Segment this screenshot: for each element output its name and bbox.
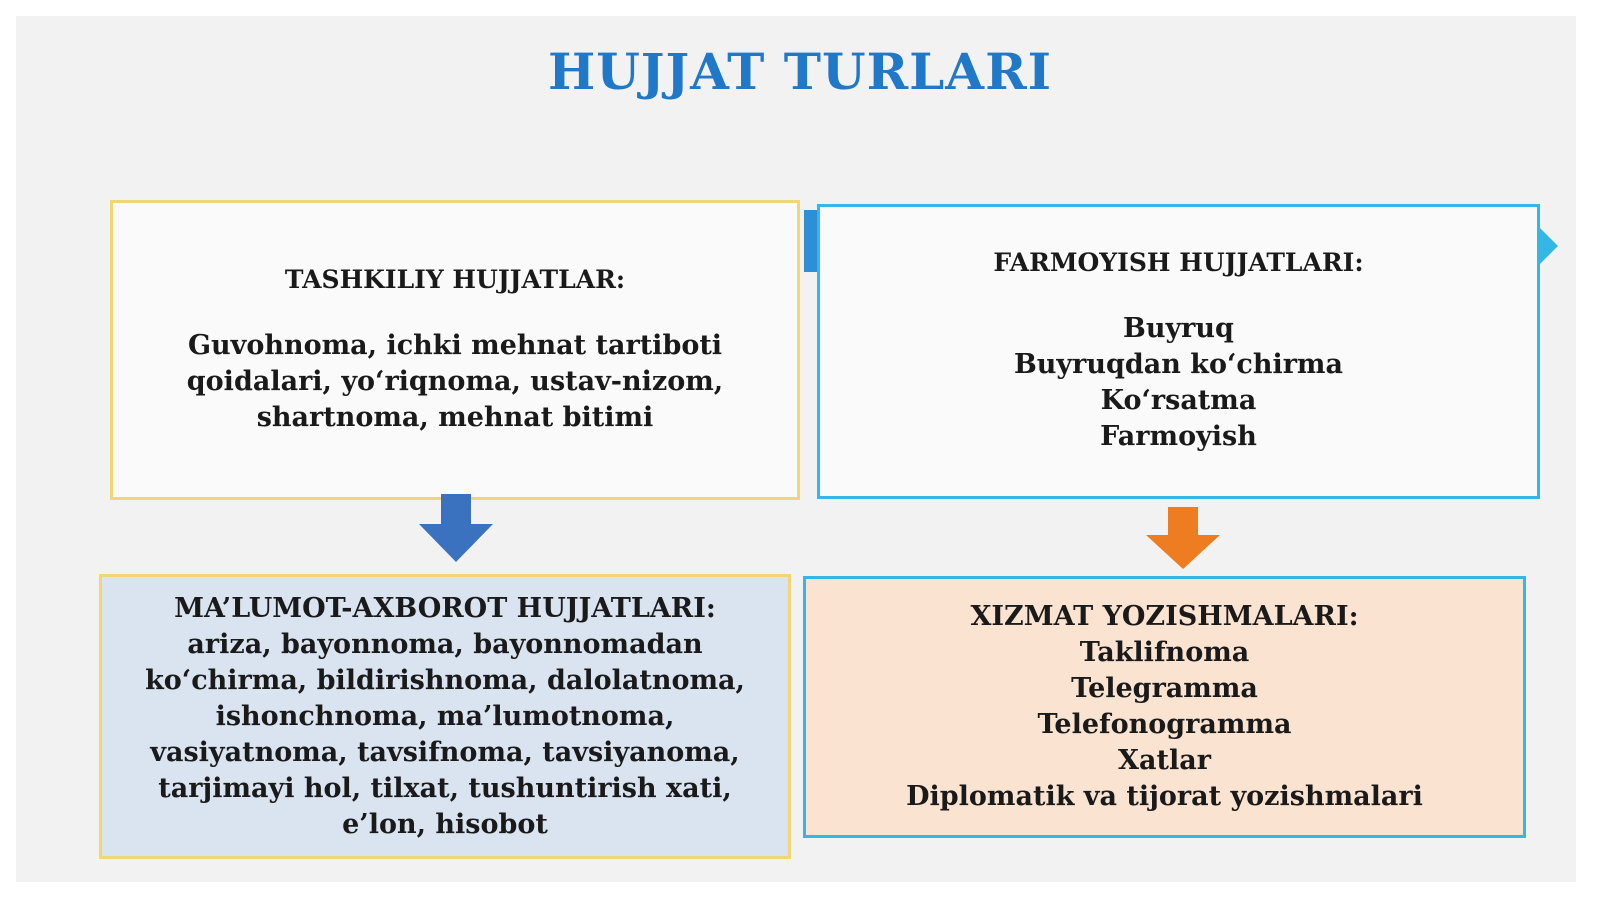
box-line: Ko‘rsatma [1100, 385, 1257, 416]
page-title: HUJJAT TURLARI [547, 42, 1053, 101]
box-tashkiliy-hujjatlar [110, 200, 800, 500]
box-line: Xatlar [1118, 745, 1211, 776]
box-body [1014, 311, 1343, 455]
box-farmoyish-hujjatlari [817, 204, 1540, 499]
box-line: Guvohnoma, ichki mehnat tartiboti [187, 329, 723, 361]
box-line: ko‘chirma, bildirishnoma, dalolatnoma, [145, 664, 745, 696]
box-line: ishonchnoma, ma’lumotnoma, [215, 700, 675, 732]
box-line: shartnoma, mehnat bitimi [256, 401, 654, 433]
box-heading: TASHKILIY HUJJATLAR: [284, 264, 626, 294]
box-body [145, 591, 745, 843]
box-line: tarjimayi hol, tilxat, tushuntirish xati, [158, 772, 732, 804]
box-line: Telefonogramma [1037, 709, 1292, 740]
box-heading: FARMOYISH HUJJATLARI: [993, 248, 1364, 277]
box-line: Telegramma [1071, 673, 1258, 704]
box-xizmat-yozishmalari [803, 576, 1526, 838]
box-body [906, 599, 1423, 815]
box-line: Diplomatik va tijorat yozishmalari [906, 781, 1423, 812]
connector-tab [804, 210, 818, 272]
box-line: e’lon, hisobot [342, 808, 548, 840]
arrow-down-icon-left [419, 494, 493, 562]
box-body [187, 328, 723, 436]
box-line: Buyruq [1123, 313, 1234, 344]
box-heading: XIZMAT YOZISHMALARI: [970, 601, 1359, 632]
box-line: qoidalari, yo‘riqnoma, ustav-nizom, [186, 365, 724, 397]
arrow-down-icon-right [1146, 507, 1220, 569]
box-heading: MA’LUMOT-AXBOROT HUJJATLARI: [174, 592, 716, 624]
box-line: Taklifnoma [1079, 637, 1250, 668]
chevron-right-icon [1540, 226, 1560, 266]
box-line: Buyruqdan ko‘chirma [1013, 349, 1343, 380]
box-line: vasiyatnoma, tavsifnoma, tavsiyanoma, [150, 736, 740, 768]
box-line: Farmoyish [1100, 421, 1257, 452]
box-malumot-axborot-hujjatlari [99, 574, 791, 859]
box-line: ariza, bayonnoma, bayonnomadan [187, 628, 703, 660]
